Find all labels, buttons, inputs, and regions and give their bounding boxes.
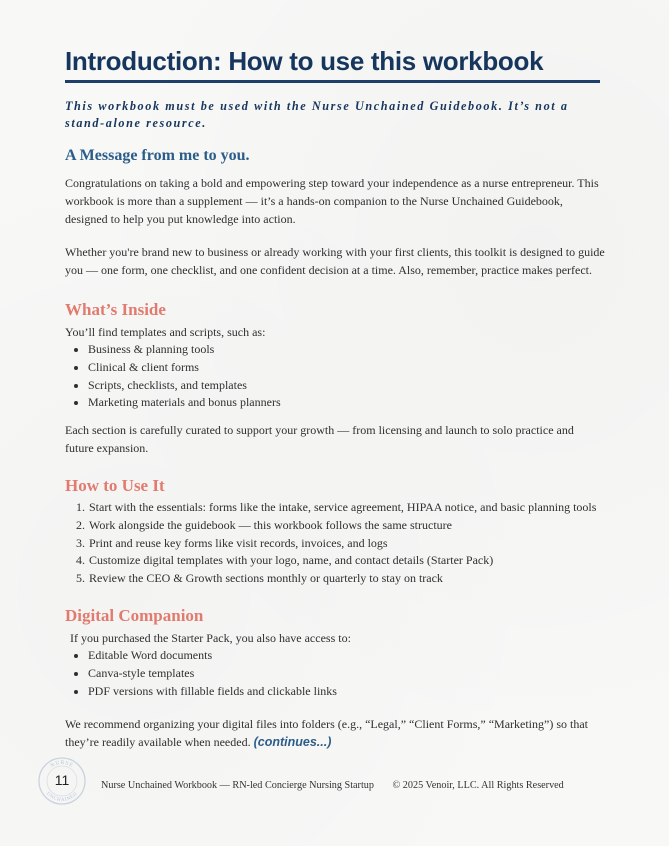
list-item: 5. Review the CEO & Growth sections monthly or quarterly to stay on track	[88, 570, 596, 588]
list-item: • Clinical & client forms	[88, 359, 281, 377]
continues-link[interactable]: (continues...)	[253, 735, 332, 749]
seal-top-text: NURSE	[49, 759, 75, 770]
whats-inside-lead: You’ll find templates and scripts, such as:	[65, 325, 266, 339]
list-item: • Canva-style templates	[88, 665, 337, 683]
whats-inside-list	[65, 341, 281, 412]
list-item: • Editable Word documents	[88, 647, 337, 665]
svg-text:NURSE	[50, 760, 75, 769]
seal-bottom-text: UNCHAINED	[45, 791, 79, 804]
footer	[101, 780, 564, 791]
how-to-use-steps	[65, 499, 596, 588]
page-number: 11	[54, 772, 70, 788]
message-paragraph-2: Whether you're brand new to business or already working with your first clients, this toolkit is designed to guide you — one form, one checklist, and one confident decision at a time. Also, remember, practice makes perfect.	[65, 245, 605, 277]
page-title: Introduction: How to use this workbook	[65, 44, 600, 83]
digital-companion-list	[65, 647, 337, 700]
whats-inside-closing: Each section is carefully curated to support your growth — from licensing and launch to solo practice and future expansion.	[65, 423, 574, 455]
whats-inside-heading: What’s Inside	[65, 300, 166, 319]
list-item: 3. Print and reuse key forms like visit records, invoices, and logs	[88, 535, 596, 553]
intro-note: This workbook must be used with the Nurse Unchained Guidebook. It’s not a stand-alone resource.	[65, 99, 569, 130]
list-item: • Marketing materials and bonus planners	[88, 394, 281, 412]
how-to-use-heading: How to Use It	[65, 476, 165, 495]
message-paragraph-1: Congratulations on taking a bold and empowering step toward your independence as a nurse entrepreneur. This workbook is more than a supplement — it’s a hands-on companion to the Nurse Unchained Guidebook, designed to help you put knowledge into action.	[65, 176, 599, 226]
digital-companion-heading: Digital Companion	[65, 606, 204, 625]
footer-left-text: Nurse Unchained Workbook — RN-led Concierge Nursing Startup	[101, 780, 374, 791]
list-item: • Business & planning tools	[88, 341, 281, 359]
list-item: • Scripts, checklists, and templates	[88, 377, 281, 395]
message-heading: A Message from me to you.	[65, 147, 250, 164]
list-item: 2. Work alongside the guidebook — this workbook follows the same structure	[88, 517, 596, 535]
digital-companion-lead: If you purchased the Starter Pack, you also have access to:	[70, 631, 351, 645]
list-item: 1. Start with the essentials: forms like the intake, service agreement, HIPAA notice, and basic planning tools	[88, 499, 596, 517]
list-item: 4. Customize digital templates with your logo, name, and contact details (Starter Pack)	[88, 552, 596, 570]
footer-right-text: © 2025 Venoir, LLC. All Rights Reserved	[392, 780, 564, 791]
digital-companion-closing	[65, 715, 605, 751]
digital-closing-text: We recommend organizing your digital files into folders (e.g., “Legal,” “Client Forms,” “Marketing”) so that they’re readily available when needed.	[65, 717, 588, 749]
list-item: • PDF versions with fillable fields and clickable links	[88, 683, 337, 701]
